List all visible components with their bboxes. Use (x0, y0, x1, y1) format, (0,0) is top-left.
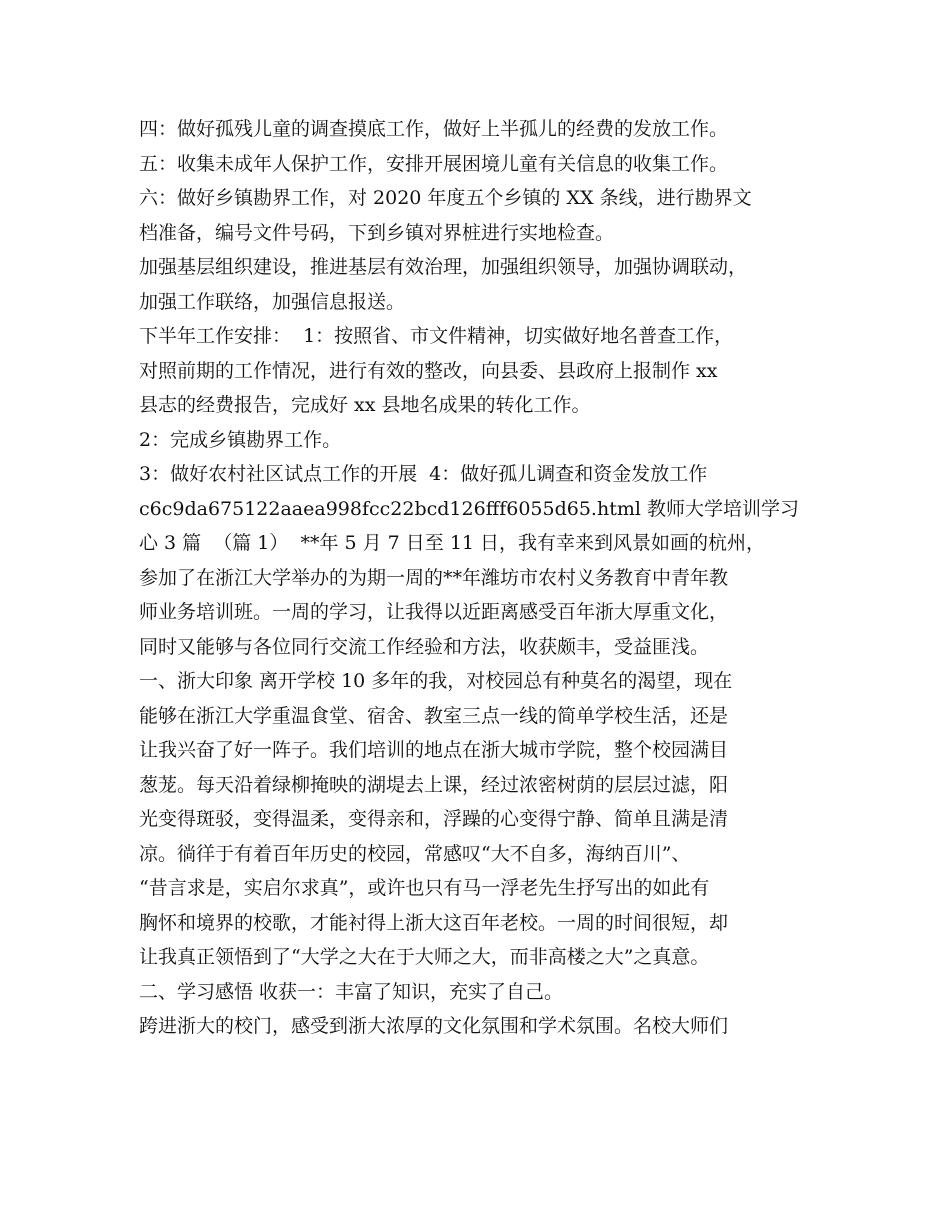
text-line: 二、学习感悟 收获一：丰富了知识，充实了自己。 (139, 980, 564, 1003)
text-line: 一、浙大印象 离开学校 10 多年的我，对校园总有种莫名的渴望，现在 (139, 670, 733, 692)
text-line: 葱茏。每天沿着绿柳掩映的湖堤去上课，经过浓密树荫的层层过滤，阳 (139, 773, 729, 796)
text-line: 心 3 篇 （篇 1） **年 5 月 7 日至 11 日，我有幸来到风景如画的杭州， (139, 532, 766, 554)
document-body (139, 112, 829, 1044)
text-line: c6c9da675122aaea998fcc22bcd126fff6055d65.html 教师大学培训学习 (139, 497, 799, 520)
text-line: 县志的经费报告，完成好 xx 县地名成果的转化工作。 (139, 394, 591, 416)
text-line: 让我真正领悟到了“大学之大在于大师之大，而非高楼之大”之真意。 (139, 946, 710, 968)
text-line: 加强工作联络，加强信息报送。 (139, 290, 406, 313)
text-line: 光变得斑驳，变得温柔，变得亲和，浮躁的心变得宁静、简单且满是清 (139, 808, 729, 830)
text-line: 下半年工作安排： 1：按照省、市文件精神，切实做好地名普查工作， (139, 325, 734, 347)
text-line: 2：完成乡镇勘界工作。 (139, 428, 342, 451)
text-line: 师业务培训班。一周的学习，让我得以近距离感受百年浙大厚重文化， (139, 601, 729, 623)
text-line: 加强基层组织建设，推进基层有效治理，加强组织领导，加强协调联动， (139, 256, 748, 278)
text-line: 能够在浙江大学重温食堂、宿舍、教室三点一线的简单学校生活，还是 (139, 704, 729, 727)
text-line: 对照前期的工作情况，进行有效的整改，向县委、县政府上报制作 xx (139, 359, 718, 382)
text-line: 同时又能够与各位同行交流工作经验和方法，收获颇丰，受益匪浅。 (139, 635, 710, 658)
text-line: 让我兴奋了好一阵子。我们培训的地点在浙大城市学院，整个校园满目 (139, 739, 729, 761)
text-line: 四：做好孤残儿童的调查摸底工作，做好上半孤儿的经费的发放工作。 (139, 118, 729, 140)
text-line: 档准备，编号文件号码，下到乡镇对界桩进行实地检查。 (139, 221, 615, 244)
text-line: 胸怀和境界的校歌，才能衬得上浙大这百年老校。一周的时间很短，却 (139, 911, 729, 934)
text-line: 五：收集未成年人保护工作，安排开展困境儿童有关信息的收集工作。 (139, 152, 729, 175)
text-line: “昔言求是，实启尔求真”，或许也只有马一浮老先生抒写出的如此有 (139, 877, 710, 899)
text-line: 凉。徜徉于有着百年历史的校园，常感叹“大不自多，海纳百川”、 (139, 842, 691, 865)
text-line: 参加了在浙江大学举办的为期一周的**年潍坊市农村义务教育中青年教 (139, 566, 729, 589)
text-line: 跨进浙大的校门，感受到浙大浓厚的文化氛围和学术氛围。名校大师们 (139, 1015, 729, 1037)
text-line: 3：做好农村社区试点工作的开展 4：做好孤儿调查和资金发放工作 (139, 463, 708, 485)
text-line: 六：做好乡镇勘界工作，对 2020 年度五个乡镇的 XX 条线，进行勘界文 (139, 187, 752, 209)
